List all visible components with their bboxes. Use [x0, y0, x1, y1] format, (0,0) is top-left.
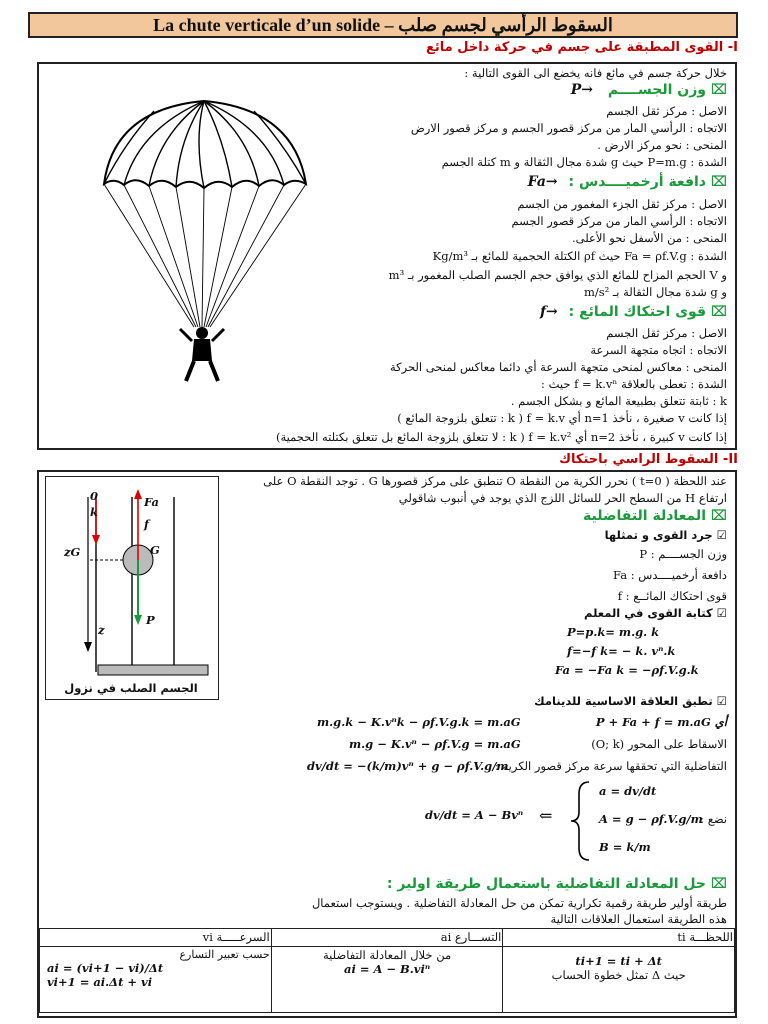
diagram-label-g: G [150, 543, 160, 557]
diagram-label-k: k [90, 505, 98, 519]
th-acceleration: التســـارع ai [271, 929, 503, 947]
diagram-label-z: z [98, 623, 105, 637]
fall-diagram [45, 476, 219, 700]
time-eq: ti+1 = ti + Δt [575, 954, 662, 968]
system-brace [569, 780, 593, 862]
result-equation: dv/dt = A − Bvⁿ [425, 808, 524, 822]
system-a: a = dv/dt [599, 784, 657, 798]
friction-line-7: إذا كانت v كبيرة ، نأخذ n=2 أي f = k.v² ( k : لا تتعلق بلزوجة المائع بل تتعلق بكتلته الحجمية) [276, 430, 727, 444]
parachute-illustration [94, 89, 314, 389]
acceleration-eq: ai = A − B.viⁿ [344, 962, 431, 976]
friction-line-5: k : ثابتة تتعلق بطبيعة المائع و بشكل الجسم . [510, 394, 727, 408]
th-time: اللحظـــة ti [503, 929, 735, 947]
weight-line-1: الاصل : مركز ثقل الجسم [606, 104, 727, 118]
archimedes-line-2: الاتجاه : الرأسي المار من مركز قصور الجسم [511, 214, 727, 228]
archimedes-line-1: الاصل : مركز ثقل الجزء المغمور من الجسم [517, 197, 727, 211]
th-velocity: السرعـــــة vi [40, 929, 272, 947]
implies-arrow: ⇐ [539, 806, 553, 825]
euler-line-1: طريقة أولير طريقة رقمية تكرارية تمكن من حل المعادلة التفاضلية . ويستوجب استعمال [311, 896, 727, 910]
write-title: ☑ كتابة القوى في المعلم [584, 606, 727, 620]
archimedes-line-4: الشدة : Fa = ρf.V.g حيث ρf الكتلة الحجمية للمائع بـ Kg/m³ [432, 249, 727, 263]
section-2-box [37, 470, 737, 1018]
archimedes-line-3: المنحى : من الأسفل نحو الأعلى. [571, 231, 727, 245]
weight-line-3: المنحى : نحو مركز الارض . [597, 138, 727, 152]
friction-line-4: الشدة : تعطى بالعلاقة f = k.vⁿ حيث : [541, 377, 727, 391]
friction-line-1: الاصل : مركز ثقل الجسم [606, 326, 727, 340]
forces-title: ☑ جرد القوى و تمثلها [604, 528, 727, 542]
dyn-title: ☑ تطبق العلاقة الاساسية للدينامك [534, 694, 727, 708]
friction-title: ⌧ قوى احتكاك المائع : →f [540, 304, 727, 320]
archimedes-line-5: و V الحجم المزاح للمائع الذي يوافق حجم الجسم الصلب المغمور بـ m³ [388, 268, 727, 282]
dyn-eq-1-right: أي P + Fa + f = m.aG [595, 715, 727, 729]
weight-line-4: الشدة : P=m.g حيث g شدة مجال الثقالة و m كتلة الجسم [441, 155, 727, 169]
dyn-eq-3-right: التفاضلية التي تحققها سرعة مركز قصور الكرية : [494, 759, 727, 773]
diagram-label-fa: Fa [144, 495, 159, 509]
system-B: B = k/m [599, 840, 651, 854]
section-2-heading: II- السقوط الراسي باحتكاك [559, 452, 738, 467]
diagram-label-f: f [144, 517, 149, 531]
sec1-intro: خلال حركة جسم في مائع فانه يخضع الى القوى التالية : [464, 66, 727, 80]
time-text: حيث Δ تمثل خطوة الحساب [551, 968, 686, 982]
write-weight: P=p.k= m.g. k [567, 625, 660, 639]
system-A: A = g − ρf.V.g/m [599, 812, 703, 826]
diagram-label-zg: zG [64, 545, 81, 559]
velocity-eq-1: ai = (vi+1 − vi)/Δt [47, 961, 164, 975]
euler-table [39, 928, 735, 1013]
acceleration-text: من خلال المعادلة التفاضلية [323, 948, 452, 962]
archimedes-title: ⌧ دافعة أرخميــــدس : →Fa [527, 174, 727, 190]
diagram-caption: الجسم الصلب في نزول [64, 681, 198, 695]
weight-title: ⌧ وزن الجســــم →P [570, 82, 727, 98]
dyn-eq-2-right: الاسقاط على المحور (O; k) [591, 737, 727, 751]
euler-line-2: هذه الطريقة استعمال العلاقات التالية [550, 912, 727, 926]
write-friction: f=−f k= − k. vⁿ.k [567, 644, 676, 658]
force-friction: قوى احتكاك المائــع : f [617, 589, 727, 603]
force-weight: وزن الجســــم : P [639, 547, 727, 561]
td-acceleration [271, 947, 503, 1013]
sec2-intro-1: عند اللحظة ( t=0 ) نحرر الكرية من النقطة O تنطبق على مركز قصورها G . توجد النقطة O على [263, 474, 727, 488]
friction-line-3: المنحى : معاكس لمنحى متجهة السرعة أي دائما معاكس لمنحى الحركة [389, 360, 727, 374]
write-archimedes: Fa = −Fa k = −ρf.V.g.k [555, 663, 699, 677]
section-1-heading: I- القوى المطبقة على جسم في حركة داخل مائع [426, 40, 738, 55]
friction-line-6: إذا كانت v صغيرة ، نأخذ n=1 أي f = k.v ( k : تتعلق بلزوجة المائع ) [397, 411, 727, 425]
pose-label: نضع : [700, 812, 727, 826]
weight-line-2: الاتجاه : الرأسي المار من مركز قصور الجسم و مركز قصور الارض [410, 121, 727, 135]
friction-line-2: الاتجاه : اتجاه متجهة السرعة [590, 343, 727, 357]
archimedes-line-6: و g شدة مجال الثقالة بـ m/s² [583, 285, 727, 299]
dyn-eq-2: m.g − K.vⁿ − ρf.V.g = m.aG [349, 737, 521, 751]
diffeq-title: ⌧ المعادلة التفاضلية [583, 508, 727, 524]
velocity-eq-2: vi+1 = ai.Δt + vi [47, 975, 153, 989]
section-1-box [37, 62, 737, 450]
sec2-intro-2: ارتفاع H من السطح الحر للسائل اللزج الذي يوجد في أنبوب شاقولي [398, 491, 727, 505]
velocity-text: حسب تعبير التسارع [179, 948, 270, 961]
force-archimedes: دافعة أرخميــــدس : Fa [613, 568, 727, 582]
page-title: La chute verticale d’un solide – السقوط الرأسي لجسم صلب [28, 12, 738, 38]
diagram-label-0: 0 [90, 489, 99, 503]
diagram-label-p: P [146, 613, 155, 627]
td-time [503, 947, 735, 1013]
td-velocity [40, 947, 272, 1013]
dyn-eq-3: dv/dt = −(k/m)vⁿ + g − ρf.V.g/m [307, 759, 509, 773]
dyn-eq-1: m.g.k − K.vⁿk − ρf.V.g.k = m.aG [317, 715, 521, 729]
euler-title: ⌧ حل المعادلة التفاضلية باستعمال طريقة اولير : [386, 876, 727, 892]
